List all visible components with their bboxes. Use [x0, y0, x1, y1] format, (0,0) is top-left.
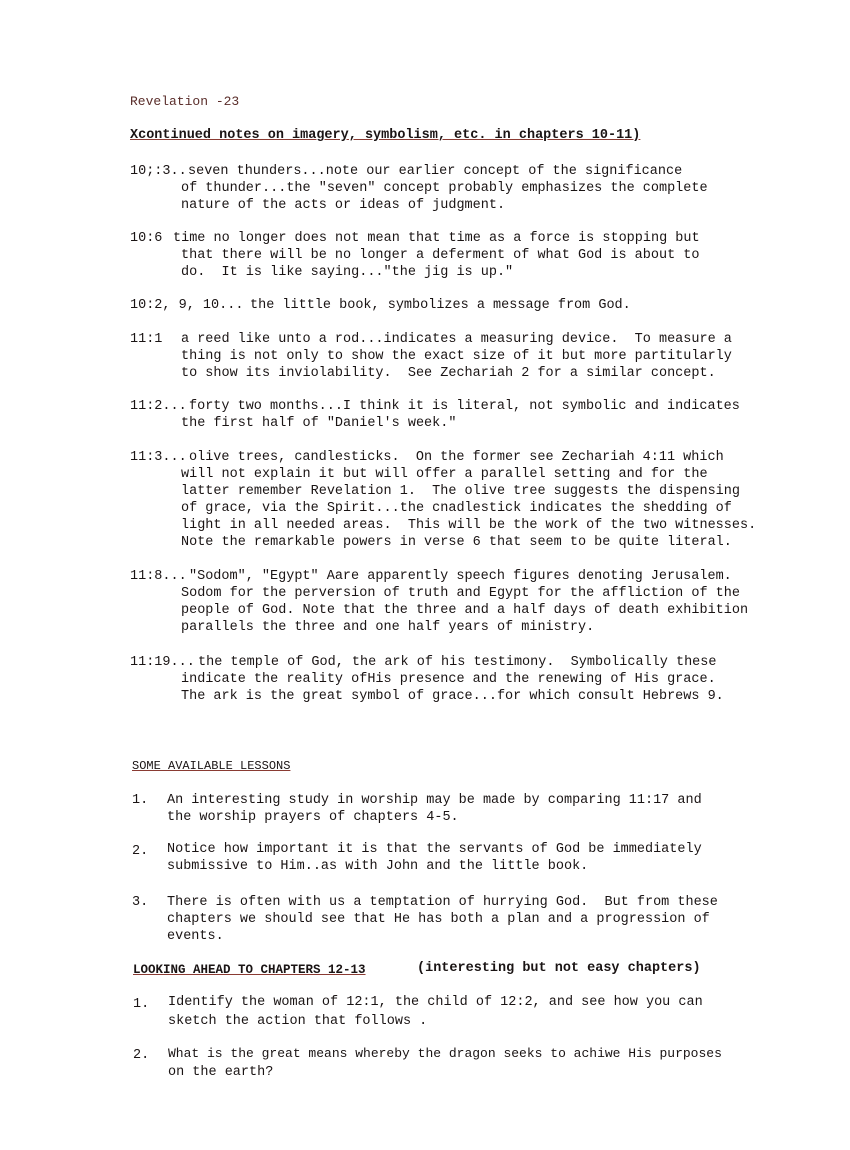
note-line: forty two months...I think it is literal, not symbolic and indicates — [189, 399, 740, 414]
note-ref: 11:8... — [130, 569, 187, 584]
note-line: indicate the reality ofHis presence and the renewing of His grace. — [181, 672, 716, 687]
question-line: What is the great means whereby the dragon seeks to achiwe His purposes — [168, 1046, 722, 1061]
lesson-line: There is often with us a temptation of hurrying God. But from these — [167, 895, 718, 910]
note-line: time no longer does not mean that time as a force is stopping but — [173, 231, 700, 246]
note-ref: 11:3... — [130, 450, 187, 465]
note-line: Sodom for the perversion of truth and Egypt for the affliction of the — [181, 586, 740, 601]
lesson-line: An interesting study in worship may be made by comparing 11:17 and — [167, 793, 702, 808]
note-line: a reed like unto a rod...indicates a measuring device. To measure a — [181, 332, 732, 347]
lessons-heading: SOME AVAILABLE LESSONS — [132, 759, 291, 773]
note-line: the temple of God, the ark of his testimony. Symbolically these — [198, 655, 717, 670]
lesson-line: the worship prayers of chapters 4-5. — [167, 810, 459, 825]
note-line: parallels the three and one half years of ministry. — [181, 620, 595, 635]
note-ref: 10;:3.. — [130, 164, 187, 179]
note-line: of grace, via the Spirit...the cnadlestick indicates the shedding of — [181, 501, 732, 516]
lesson-line: Notice how important it is that the servants of God be immediately — [167, 842, 702, 857]
page-header: Revelation -23 — [130, 94, 240, 109]
lesson-number: 1. — [132, 793, 149, 808]
question-line: Identify the woman of 12:1, the child of 12:2, and see how you can — [168, 995, 703, 1010]
ahead-note: (interesting but not easy chapters) — [417, 961, 701, 976]
note-ref: 10:6 — [130, 231, 163, 246]
note-line: will not explain it but will offer a parallel setting and for the — [181, 467, 708, 482]
note-line: the first half of "Daniel's week." — [181, 416, 457, 431]
note-line: nature of the acts or ideas of judgment. — [181, 198, 506, 213]
lesson-number: 3. — [132, 895, 149, 910]
note-ref: 10:2, 9, 10... — [130, 298, 244, 313]
lesson-number: 2. — [132, 844, 149, 859]
note-line: to show its inviolability. See Zechariah 2 for a similar concept. — [181, 366, 716, 381]
note-line: that there will be no longer a deferment of what God is about to — [181, 248, 700, 263]
note-line: thing is not only to show the exact size of it but more partitularly — [181, 349, 732, 364]
note-line: the little book, symbolizes a message from God. — [250, 298, 631, 313]
note-line: people of God. Note that the three and a half days of death exhibition — [181, 603, 749, 618]
ahead-heading: LOOKING AHEAD TO CHAPTERS 12-13 — [133, 963, 366, 977]
note-line: light in all needed areas. This will be the work of the two witnesses. — [181, 518, 757, 533]
note-ref: 11:1 — [130, 332, 163, 347]
lesson-line: events. — [167, 929, 224, 944]
note-ref: 11:19... — [130, 655, 195, 670]
note-line: Note the remarkable powers in verse 6 that seem to be quite literal. — [181, 535, 732, 550]
note-line: The ark is the great symbol of grace...for which consult Hebrews 9. — [181, 689, 724, 704]
question-number: 2. — [133, 1048, 150, 1063]
note-line: seven thunders...note our earlier concept of the significance — [188, 164, 683, 179]
note-line: of thunder...the "seven" concept probably emphasizes the complete — [181, 181, 708, 196]
note-ref: 11:2... — [130, 399, 187, 414]
note-line: do. It is like saying..."the jig is up." — [181, 265, 514, 280]
question-line: sketch the action that follows . — [168, 1014, 428, 1029]
note-line: "Sodom", "Egypt" Aare apparently speech figures denoting Jerusalem. — [189, 569, 732, 584]
subtitle: Xcontinued notes on imagery, symbolism, etc. in chapters 10-11) — [130, 128, 641, 143]
lesson-line: chapters we should see that He has both a plan and a progression of — [167, 912, 710, 927]
question-number: 1. — [133, 997, 150, 1012]
note-line: olive trees, candlesticks. On the former see Zechariah 4:11 which — [189, 450, 724, 465]
question-line: on the earth? — [168, 1065, 274, 1080]
note-line: latter remember Revelation 1. The olive tree suggests the dispensing — [181, 484, 740, 499]
lesson-line: submissive to Him..as with John and the little book. — [167, 859, 589, 874]
